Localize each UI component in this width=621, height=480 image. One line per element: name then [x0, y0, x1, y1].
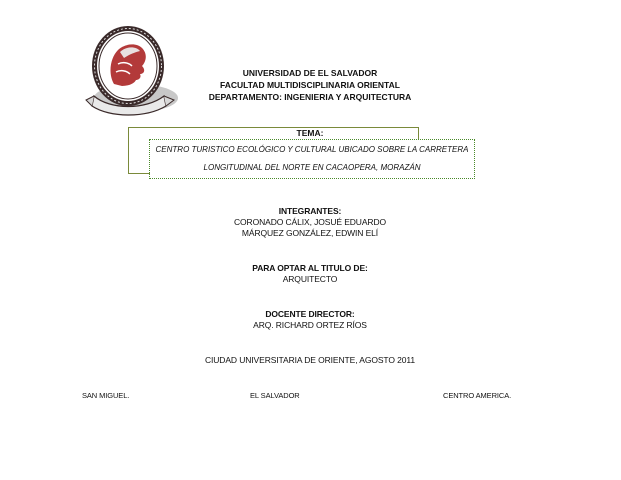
department-name: DEPARTAMENTO: INGENIERIA Y ARQUITECTURA [208, 92, 412, 102]
member-name: CORONADO CÁLIX, JOSUÉ EDUARDO [233, 217, 386, 227]
director-name: ARQ. RICHARD ORTEZ RÍOS [253, 320, 367, 330]
degree-label: PARA OPTAR AL TITULO DE: [252, 263, 368, 273]
theme-outer-frame-edge [418, 127, 419, 139]
members-section [160, 206, 460, 239]
faculty-name: FACULTAD MULTIDISCIPLINARIA ORIENTAL [220, 80, 400, 90]
theme-title-line-2: LONGITUDINAL DEL NORTE EN CACAOPERA, MORAZÁN [203, 163, 421, 172]
member-name: MÁRQUEZ GONZÁLEZ, EDWIN ELÍ [241, 228, 379, 238]
footer-country: EL SALVADOR [250, 391, 300, 400]
university-name: UNIVERSIDAD DE EL SALVADOR [242, 68, 378, 78]
theme-title-line-1: CENTRO TURISTICO ECOLÓGICO Y CULTURAL UBICADO SOBRE LA CARRETERA [155, 145, 469, 154]
director-label: DOCENTE DIRECTOR: [265, 309, 355, 319]
footer-region: CENTRO AMERICA. [443, 391, 512, 400]
theme-label: TEMA: [296, 128, 324, 138]
place-date: CIUDAD UNIVERSITARIA DE ORIENTE, AGOSTO 2011 [204, 355, 416, 365]
degree-value: ARQUITECTO [282, 274, 338, 284]
degree-section [160, 263, 460, 285]
header [160, 67, 460, 103]
members-label: INTEGRANTES: [278, 206, 342, 216]
theme-outer-frame-edge [128, 173, 150, 174]
director-section [160, 309, 460, 331]
footer-city: SAN MIGUEL. [82, 391, 130, 400]
